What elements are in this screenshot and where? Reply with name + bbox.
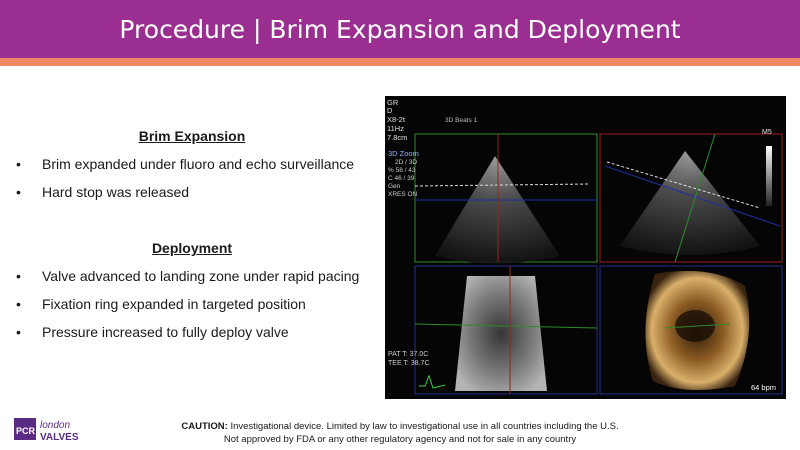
echo-label-beats: 3D Beats 1 [445, 117, 478, 124]
bullet-icon: • [16, 184, 21, 200]
echo-patient-temp: PAT T: 37.0C [388, 351, 429, 358]
echo-label-probe: X8-2t [387, 115, 405, 124]
echo-label-depth: 7.8cm [387, 133, 408, 142]
caution-line-2: Not approved by FDA or any other regulatory agency and not for sale in any country [223, 434, 577, 445]
caution-disclaimer [120, 420, 680, 446]
slide-title: Procedure | Brim Expansion and Deployment [119, 15, 681, 44]
header-accent-stripe [0, 58, 800, 66]
echo-slice-short-axis [455, 276, 547, 391]
logo-valves-text: VALVES [40, 432, 79, 443]
bullet-text: Brim expanded under fluoro and echo surveillance [42, 156, 355, 172]
pcr-london-valves-logo [14, 416, 124, 444]
bullet-icon: • [16, 324, 21, 340]
list-item [16, 154, 354, 182]
echo-zoom-line: 2D / 3D [395, 159, 418, 166]
echo-gray-scale-bar [766, 146, 772, 206]
list-item [16, 266, 359, 294]
deployment-list [16, 266, 359, 350]
list-item [16, 182, 354, 210]
list-item [16, 322, 359, 350]
logo-london-text: london [40, 420, 71, 431]
echo-3d-image [385, 96, 786, 399]
echo-label-frequency: 11Hz [387, 124, 404, 133]
echo-label-d: D [387, 106, 393, 115]
echo-fan-right [620, 151, 760, 255]
bullet-icon: • [16, 268, 21, 284]
echo-zoom-line: XRES ON [388, 191, 418, 198]
echo-zoom-line: % 58 / 43 [388, 167, 416, 174]
bullet-text: Fixation ring expanded in targeted position [42, 296, 306, 312]
echo-zoom-line: C 46 / 39 [388, 175, 415, 182]
echo-probe-temp: TEE T: 38.7C [388, 360, 430, 367]
brim-expansion-list [16, 154, 354, 210]
bullet-text: Valve advanced to landing zone under rapid pacing [42, 268, 360, 284]
echo-zoom-label: 3D Zoom [388, 149, 419, 158]
list-item [16, 294, 359, 322]
caution-line-1: Investigational device. Limited by law to investigational use in all countries including the U.S. [227, 421, 619, 432]
bullet-text: Hard stop was released [42, 184, 190, 200]
echo-panels [385, 96, 786, 399]
section-heading-deployment: Deployment [151, 240, 233, 256]
echo-scale-label: M5 [762, 129, 772, 136]
bullet-icon: • [16, 156, 21, 172]
echo-heart-rate: 64 bpm [751, 383, 777, 392]
echo-label-gr: GR [387, 98, 399, 107]
bullet-text: Pressure increased to fully deploy valve [42, 324, 289, 340]
bullet-icon: • [16, 296, 21, 312]
section-heading-brim-expansion: Brim Expansion [138, 128, 246, 144]
echo-zoom-line: Gen [388, 183, 401, 190]
caution-label: CAUTION: [181, 421, 228, 432]
logo-pcr-text: PCR [16, 426, 36, 436]
